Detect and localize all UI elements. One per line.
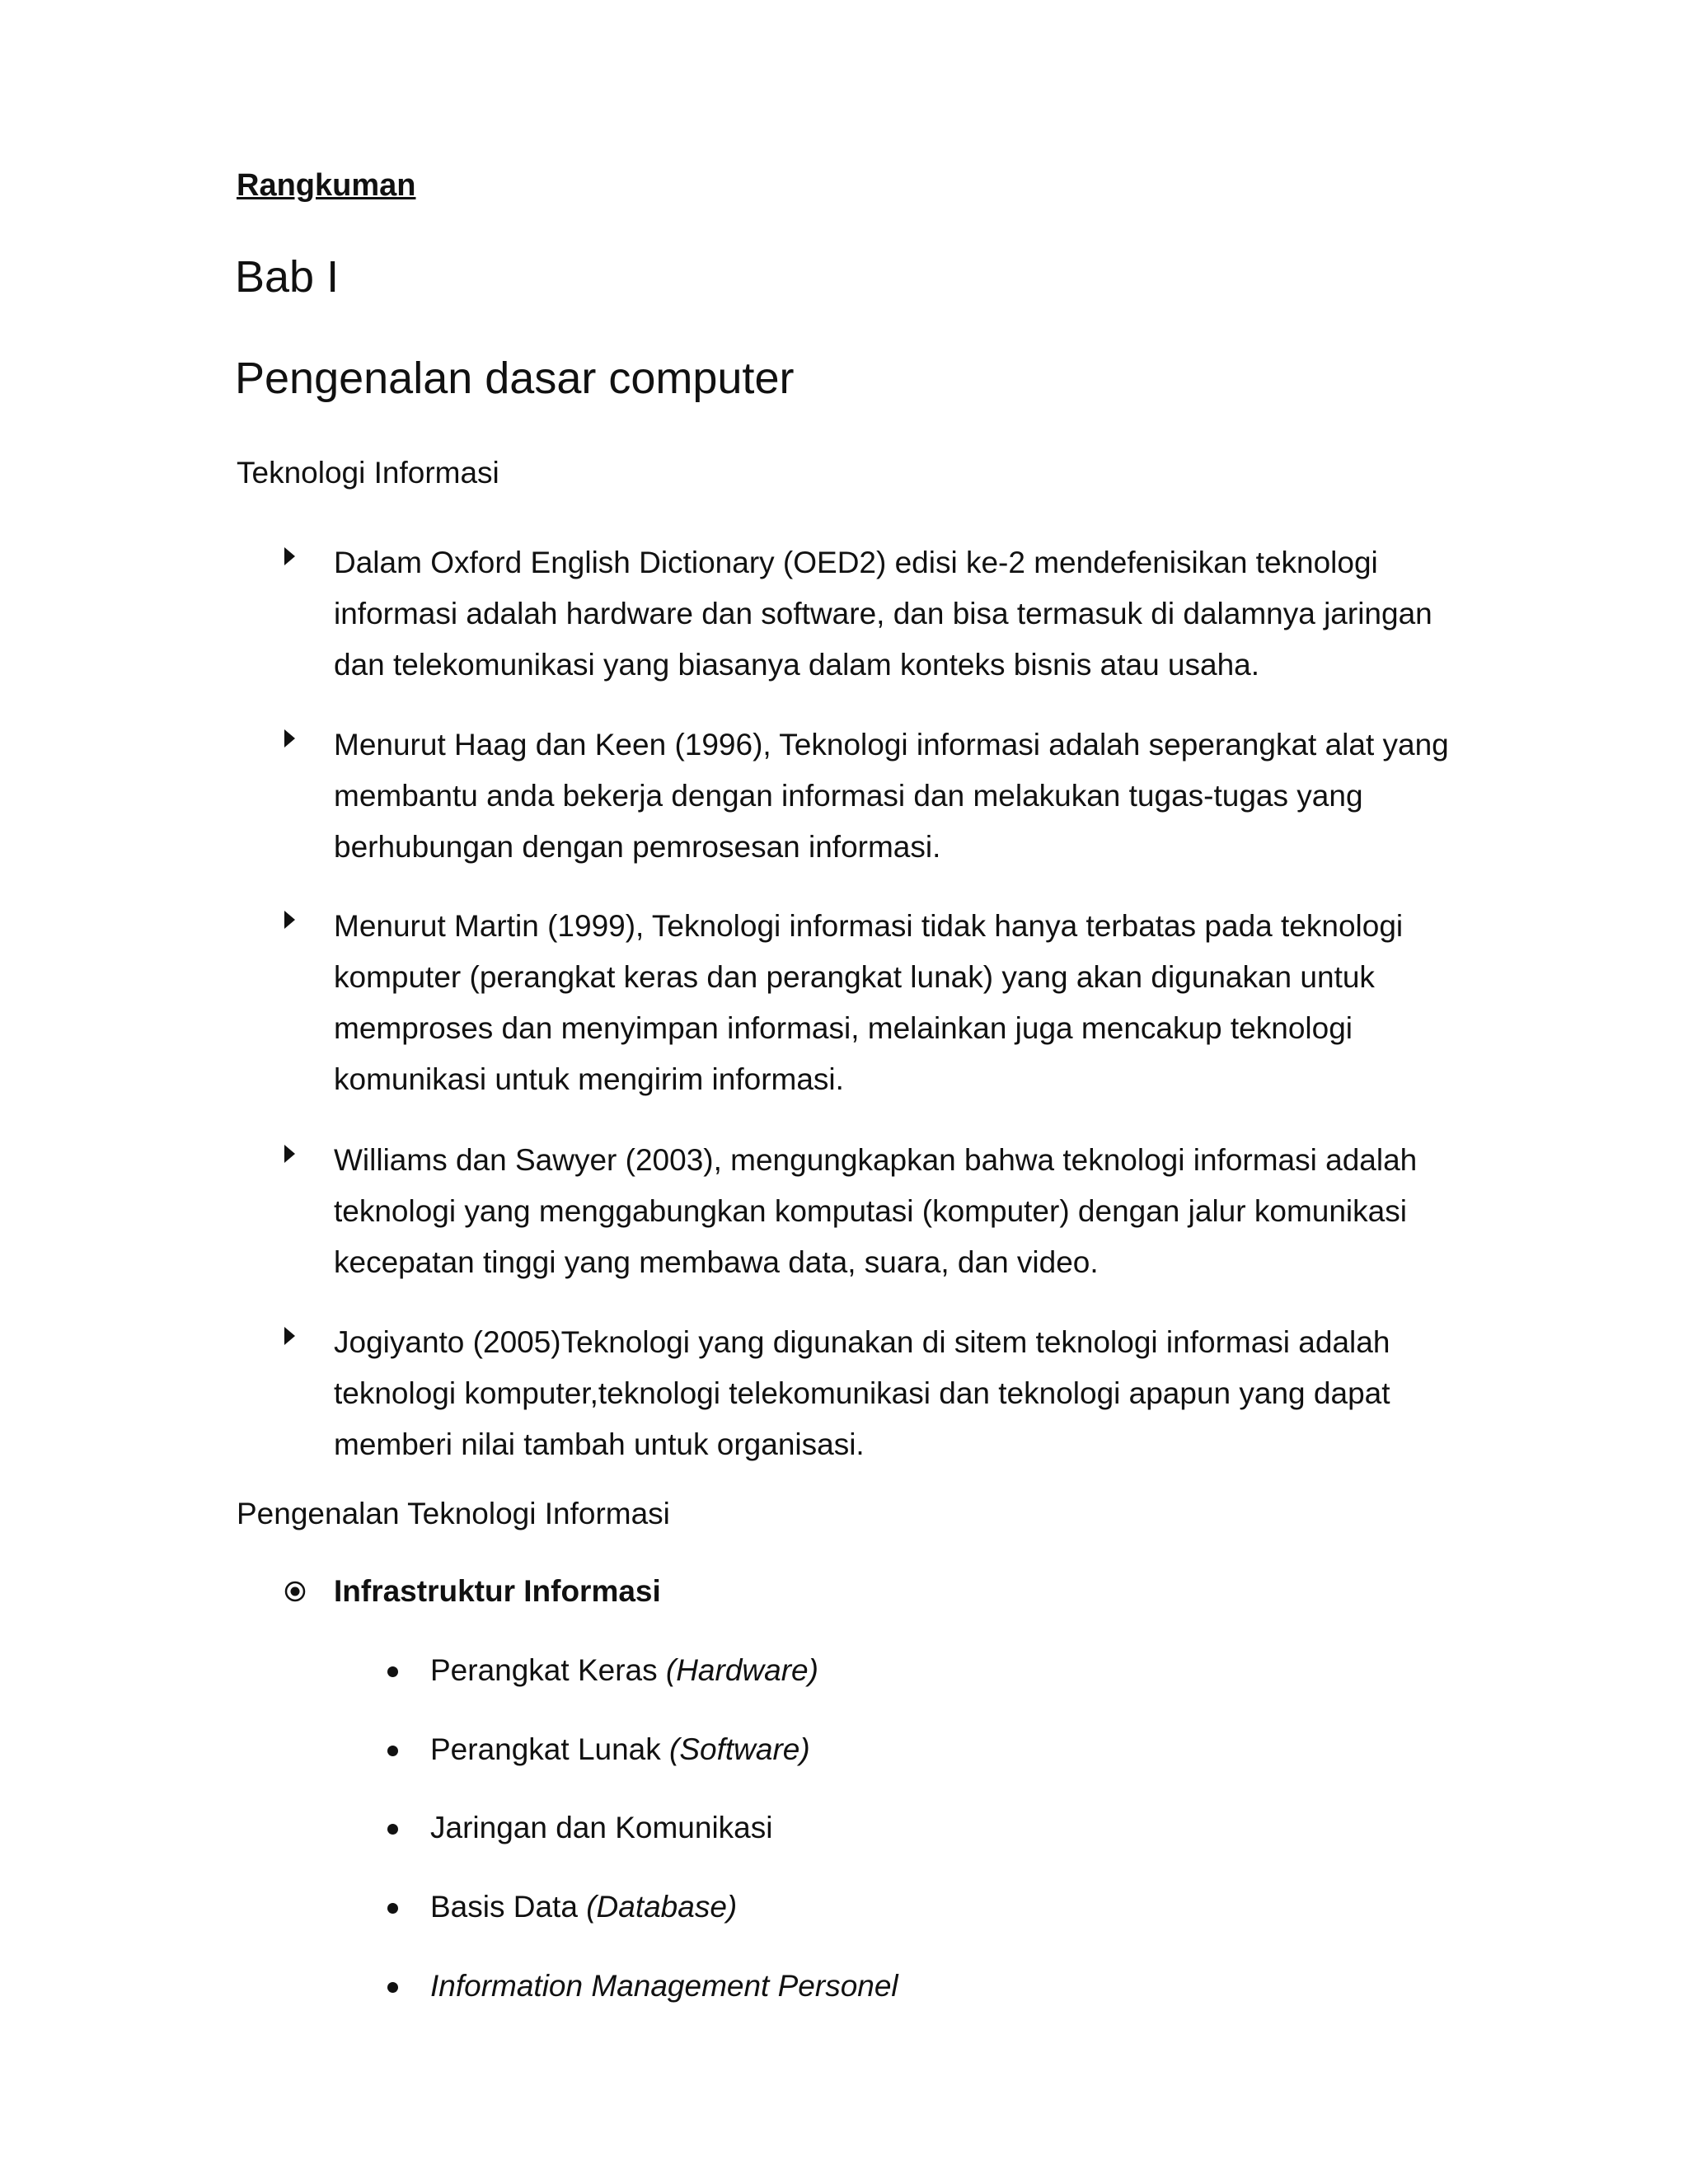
text-line: memproses dan menyimpan informasi, melainkan juga mencakup teknologi bbox=[334, 1011, 1353, 1045]
text-line: membantu anda bekerja dengan informasi dan melakukan tugas-tugas yang bbox=[334, 779, 1363, 813]
text-line: Williams dan Sawyer (2003), mengungkapkan bahwa teknologi informasi adalah bbox=[334, 1143, 1418, 1177]
list-item-label: Information Management Personel bbox=[430, 1969, 898, 2003]
triangle-bullet-icon bbox=[284, 911, 295, 929]
text-line: memberi nilai tambah untuk organisasi. bbox=[334, 1427, 865, 1461]
triangle-bullet-icon bbox=[284, 729, 295, 748]
dot-bullet-icon bbox=[387, 1746, 398, 1756]
paragraph bbox=[334, 537, 1479, 691]
text-line: Jogiyanto (2005)Teknologi yang digunakan di sitem teknologi informasi adalah bbox=[334, 1325, 1390, 1359]
list-item-label: Jaringan dan Komunikasi bbox=[430, 1811, 773, 1844]
text-line: Dalam Oxford English Dictionary (OED2) edisi ke-2 mendefenisikan teknologi bbox=[334, 546, 1378, 579]
dot-bullet-icon bbox=[387, 1903, 398, 1914]
dot-bullet-icon bbox=[387, 1982, 398, 1993]
paragraph bbox=[334, 1317, 1479, 1470]
text-line: komunikasi untuk mengirim informasi. bbox=[334, 1062, 844, 1096]
paragraph bbox=[334, 901, 1479, 1105]
list-item-label: Basis Data (Database) bbox=[430, 1890, 738, 1924]
text-line: teknologi komputer,teknologi telekomunikasi dan teknologi apapun yang dapat bbox=[334, 1376, 1390, 1410]
section-heading-teknologi-informasi: Teknologi Informasi bbox=[237, 456, 499, 490]
radio-bullet-icon bbox=[284, 1581, 306, 1602]
text-line: Menurut Martin (1999), Teknologi informasi tidak hanya terbatas pada teknologi bbox=[334, 909, 1404, 943]
text-line: berhubungan dengan pemrosesan informasi. bbox=[334, 830, 941, 864]
dot-bullet-icon bbox=[387, 1824, 398, 1835]
text-line: kecepatan tinggi yang membawa data, suara, dan video. bbox=[334, 1245, 1099, 1279]
triangle-bullet-icon bbox=[284, 1145, 295, 1163]
text-line: Menurut Haag dan Keen (1996), Teknologi informasi adalah seperangkat alat yang bbox=[334, 728, 1449, 762]
triangle-bullet-icon bbox=[284, 547, 295, 565]
chapter-number: Bab I bbox=[235, 252, 340, 302]
section-heading-pengenalan: Pengenalan Teknologi Informasi bbox=[237, 1497, 670, 1530]
text-line: dan telekomunikasi yang biasanya dalam konteks bisnis atau usaha. bbox=[334, 648, 1260, 682]
dot-bullet-icon bbox=[387, 1666, 398, 1677]
subheading-infrastruktur: Infrastruktur Informasi bbox=[334, 1574, 661, 1608]
text-line: komputer (perangkat keras dan perangkat lunak) yang akan digunakan untuk bbox=[334, 960, 1375, 994]
paragraph bbox=[334, 1135, 1479, 1288]
summary-label: Rangkuman bbox=[237, 168, 416, 203]
list-item-label: Perangkat Lunak (Software) bbox=[430, 1732, 810, 1766]
paragraph bbox=[334, 719, 1479, 873]
triangle-bullet-icon bbox=[284, 1327, 295, 1345]
list-item-label: Perangkat Keras (Hardware) bbox=[430, 1653, 818, 1687]
chapter-title: Pengenalan dasar computer bbox=[235, 354, 795, 403]
text-line: informasi adalah hardware dan software, dan bisa termasuk di dalamnya jaringan bbox=[334, 597, 1432, 630]
text-line: teknologi yang menggabungkan komputasi (komputer) dengan jalur komunikasi bbox=[334, 1194, 1407, 1228]
